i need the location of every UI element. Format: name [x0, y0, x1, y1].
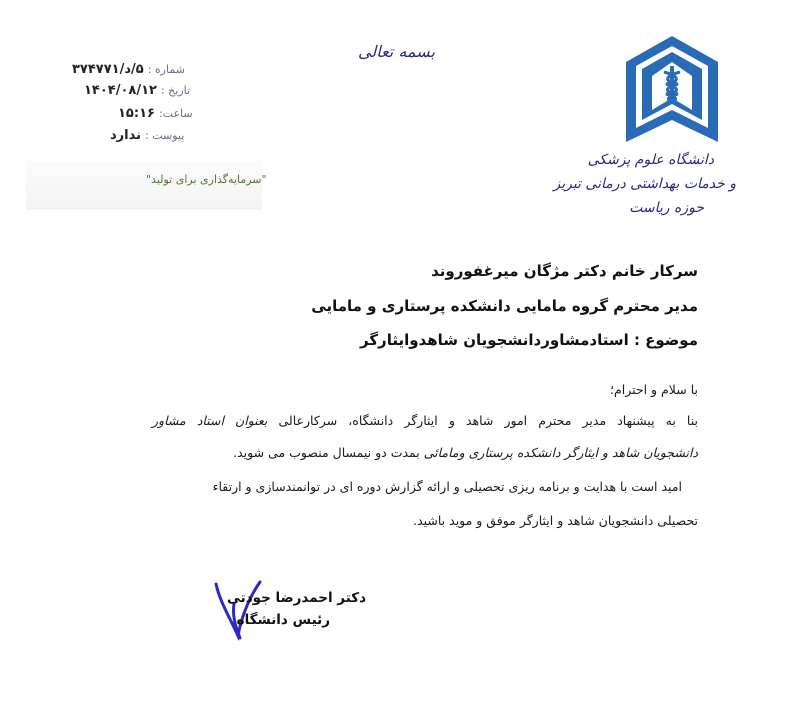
handwritten-signature	[208, 578, 272, 642]
letter-date	[84, 83, 190, 98]
letter-time-value: ۱۵:۱۶	[118, 106, 155, 121]
body-paragraph-1-line-1	[152, 413, 698, 428]
letter-number	[72, 62, 185, 77]
logo-line-3: حوزه ریاست	[629, 200, 704, 216]
body-p1-l2-italic: دانشجویان شاهد و ایثارگر دانشکده پرستاری ومامائی	[423, 445, 698, 460]
recipient-position: مدیر محترم گروه مامایی دانشکده پرستاری و مامایی	[311, 297, 698, 315]
body-p1-l1-text: بنا به پیشنهاد مدیر محترم امور شاهد و ایثارگر دانشگاه، سرکارعالی	[267, 413, 698, 428]
letter-time-label: ساعت:	[158, 107, 193, 120]
slogan-text: "سرمایه‌گذاری برای تولید"	[146, 173, 267, 186]
university-logo	[626, 36, 718, 142]
body-paragraph-2-line-1: امید است با هدایت و برنامه ریزی تحصیلی و ارائه گزارش دوره ای در توانمندسازی و ارتقاء	[212, 479, 682, 494]
body-paragraph-1-line-2	[233, 445, 698, 460]
letter-number-label: شماره :	[147, 63, 185, 76]
logo-line-2: و خدمات بهداشتی درمانی تبریز	[553, 176, 736, 192]
letter-attachment-value: ندارد	[110, 128, 142, 143]
letter-subject: موضوع : استادمشاوردانشجویان شاهدوایثارگر	[360, 331, 698, 349]
greeting: با سلام و احترام؛	[610, 382, 698, 397]
body-p1-l2-text: بمدت دو نیمسال منصوب می شوید.	[233, 445, 424, 460]
signatory-name: دکتر احمدرضا جودتی	[226, 590, 366, 606]
bismillah-heading: بسمه تعالی	[358, 42, 435, 61]
body-paragraph-2-line-2: تحصیلی دانشجویان شاهد و ایثارگر موفق و موید باشید.	[413, 513, 698, 528]
slogan-banner	[26, 162, 262, 210]
body-p1-l1-italic: بعنوان استاد مشاور	[152, 413, 268, 428]
letter-attachment-label: پیوست :	[145, 129, 185, 142]
letter-date-label: تاریخ :	[160, 84, 191, 97]
recipient-name: سرکار خانم دکتر مژگان میرغفوروند	[431, 262, 698, 280]
letter-number-value: ۵/د/۳۷۴۷۷۱	[72, 62, 144, 77]
logo-line-1: دانشگاه علوم پزشکی	[587, 152, 714, 168]
letter-attachment	[110, 128, 184, 143]
signatory-title: رئیس دانشگاه	[236, 612, 330, 628]
letter-time	[118, 106, 193, 121]
letter-date-value: ۱۴۰۴/۰۸/۱۲	[84, 83, 157, 98]
